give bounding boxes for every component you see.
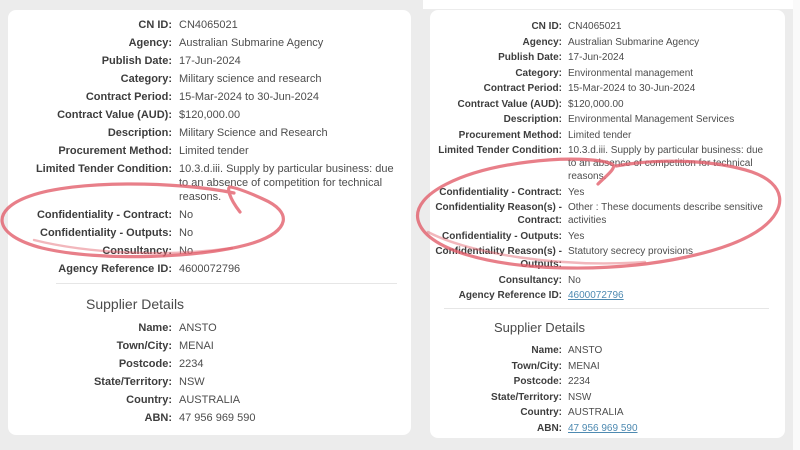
contract-details-list [430,20,771,302]
field-value: ANSTO [179,322,217,334]
detail-row [430,113,771,126]
detail-row [8,208,399,222]
field-label: State/Territory: [491,391,562,403]
field-value: 4600072796 [179,263,241,275]
field-value: $120,000.00 [179,109,241,121]
field-value: 2234 [179,358,204,370]
detail-row [8,144,399,158]
field-value: NSW [179,376,205,388]
field-value-link[interactable]: 47 956 969 590 [568,422,638,434]
supplier-details-list [8,321,399,425]
field-label: Postcode: [513,376,562,387]
detail-row [430,186,771,199]
detail-row [430,20,771,33]
detail-row [430,344,771,357]
field-value: NSW [568,391,592,403]
field-value: Environmental Management Services [568,114,735,125]
field-label: Agency Reference ID: [58,263,172,275]
field-value: No [568,274,581,286]
detail-row [8,375,399,389]
field-label: CN ID: [138,19,172,31]
field-value: Australian Submarine Agency [179,37,324,49]
detail-row [430,289,771,302]
detail-row [430,201,771,227]
detail-row [430,36,771,49]
field-value: No [179,227,194,239]
field-label: Limited Tender Condition: [438,145,562,156]
field-value: 15-Mar-2024 to 30-Jun-2024 [568,83,696,94]
field-label: Consultancy: [498,274,562,286]
detail-row [430,406,771,419]
field-label: Confidentiality Reason(s) - Outputs: [435,246,562,270]
detail-row [8,244,399,258]
field-label: Limited Tender Condition: [35,163,172,175]
detail-row [8,72,399,86]
field-label: Procurement Method: [458,129,562,141]
detail-row [8,126,399,140]
field-value: 10.3.d.iii. Supply by particular business: due to an absence of competition for technical reasons. [568,145,764,182]
detail-row [430,129,771,142]
field-label: ABN: [144,412,172,424]
field-value: AUSTRALIA [179,394,241,406]
field-value: MENAI [568,360,600,372]
field-label: Contract Period: [483,83,562,94]
field-label: Contract Value (AUD): [457,98,562,110]
detail-row [8,162,399,204]
contract-notice-card-right [430,10,785,438]
detail-row [430,422,771,435]
field-label: Confidentiality - Contract: [439,186,562,198]
field-label: Confidentiality - Contract: [36,209,172,221]
detail-row [8,36,399,50]
detail-row [8,108,399,122]
field-label: Procurement Method: [58,145,172,157]
right-edge-strip [793,0,800,450]
detail-row [430,51,771,64]
field-label: Contract Value (AUD): [57,109,172,121]
detail-row [8,321,399,335]
field-label: Confidentiality - Outputs: [442,230,562,242]
field-value: 10.3.d.iii. Supply by particular business: due to an absence of competition for technical reasons. [179,163,394,203]
field-value: ANSTO [568,345,603,356]
supplier-details-heading: Supplier Details [86,296,185,312]
detail-row [8,393,399,407]
field-value: Military Science and Research [179,127,328,139]
supplier-details-list [430,344,771,435]
field-value-link[interactable]: 4600072796 [568,290,624,301]
field-value: Statutory secrecy provisions [568,246,694,257]
field-label: Contract Period: [85,91,172,103]
field-value: Limited tender [179,145,249,157]
field-value: 15-Mar-2024 to 30-Jun-2024 [179,91,320,103]
field-value: Australian Submarine Agency [568,36,700,48]
field-value: 2234 [568,376,591,387]
field-value: 47 956 969 590 [179,412,256,424]
field-label: Name: [531,345,562,356]
detail-row [8,262,399,276]
field-label: Description: [107,127,172,139]
field-value: Environmental management [568,67,694,79]
field-label: ABN: [537,422,562,434]
field-label: Category: [515,67,562,79]
field-label: Confidentiality - Outputs: [40,227,172,239]
field-label: Town/City: [116,340,172,352]
right-screenshot-top-strip [423,0,800,9]
contract-notice-card-left [8,10,411,435]
detail-row [8,90,399,104]
field-value: No [179,209,194,221]
field-label: Agency: [522,36,562,48]
detail-row [430,375,771,388]
detail-row [8,226,399,240]
field-value: MENAI [179,340,214,352]
field-value: $120,000.00 [568,98,624,110]
contract-details-list [8,18,399,276]
field-value: Yes [568,230,585,242]
field-value: Other : These documents describe sensitive activities [568,202,763,226]
detail-row [430,67,771,80]
detail-row [430,360,771,373]
supplier-details-heading: Supplier Details [494,320,586,335]
field-label: Agency Reference ID: [458,290,562,301]
field-label: Name: [138,322,172,334]
detail-row [430,391,771,404]
field-label: Publish Date: [498,52,562,63]
field-label: Postcode: [118,358,172,370]
field-label: CN ID: [531,21,562,32]
field-value: 17-Jun-2024 [568,52,625,63]
detail-row [430,274,771,287]
detail-row [430,230,771,243]
field-value: Limited tender [568,129,632,141]
detail-row [8,339,399,353]
field-label: State/Territory: [93,376,172,388]
field-value: 17-Jun-2024 [179,55,241,67]
detail-row [8,54,399,68]
detail-row [8,357,399,371]
detail-row [430,245,771,271]
field-label: Description: [503,114,562,125]
field-value: Military science and research [179,73,322,85]
detail-row [430,98,771,111]
section-divider [56,283,397,284]
field-label: Category: [120,73,172,85]
field-label: Town/City: [511,360,562,372]
field-value: CN4065021 [568,21,622,32]
field-value: Yes [568,186,585,198]
detail-row [430,82,771,95]
field-label: Confidentiality Reason(s) - Contract: [435,202,562,226]
field-value: CN4065021 [179,19,238,31]
field-label: Consultancy: [102,245,172,257]
field-label: Publish Date: [101,55,172,67]
field-value: AUSTRALIA [568,407,624,418]
detail-row [8,411,399,425]
field-label: Country: [520,407,562,418]
field-label: Country: [126,394,172,406]
detail-row [430,144,771,183]
field-label: Agency: [128,37,172,49]
field-value: No [179,245,194,257]
section-divider [444,308,769,309]
detail-row [8,18,399,32]
